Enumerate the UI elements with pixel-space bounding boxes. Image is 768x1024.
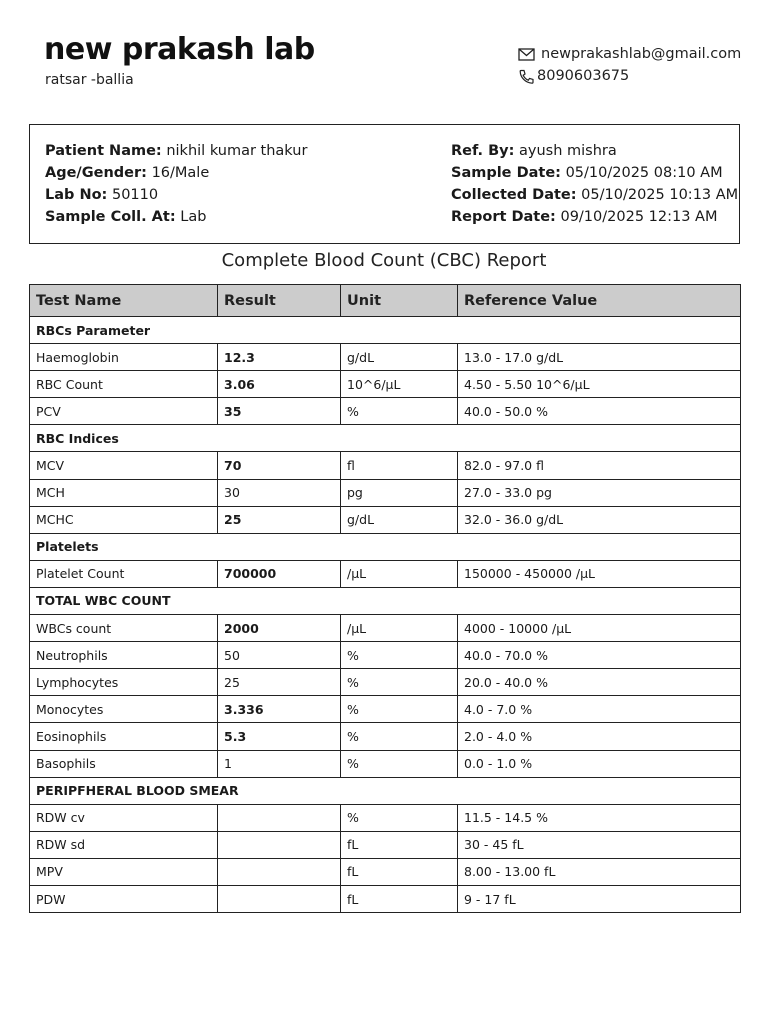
result-cell: 3.336 [218,696,341,723]
unit-cell: /µL [341,615,458,642]
section-row [30,587,741,614]
sample-coll-at-value: Lab [180,209,207,225]
collected-date-value: 05/10/2025 10:13 AM [581,187,739,203]
test-name-cell: PCV [30,398,218,425]
sample-coll-at-label: Sample Coll. At: [45,209,176,225]
reference-cell: 13.0 - 17.0 g/dL [458,344,741,371]
report-date-label: Report Date: [451,209,556,225]
result-cell: 3.06 [218,371,341,398]
table-row [30,398,741,425]
lab-no-label: Lab No: [45,187,108,203]
reference-cell: 4000 - 10000 /µL [458,615,741,642]
mail-icon [518,47,535,62]
result-cell: 25 [218,506,341,533]
phone-row [518,65,741,87]
table-row [30,750,741,777]
result-cell [218,885,341,912]
reference-cell: 2.0 - 4.0 % [458,723,741,750]
header-unit: Unit [341,285,458,317]
reference-cell: 150000 - 450000 /µL [458,560,741,587]
unit-cell: g/dL [341,344,458,371]
test-name-cell: Basophils [30,750,218,777]
test-name-cell: RBC Count [30,371,218,398]
table-row [30,560,741,587]
unit-cell: fL [341,858,458,885]
result-cell [218,831,341,858]
results-body [30,317,741,913]
patient-info-left [45,140,307,228]
email-row [518,43,741,65]
reference-cell: 9 - 17 fL [458,885,741,912]
table-row [30,885,741,912]
section-title: PERIPFHERAL BLOOD SMEAR [30,777,741,804]
contact-info [518,43,741,87]
unit-cell: pg [341,479,458,506]
unit-cell: /µL [341,560,458,587]
header-result: Result [218,285,341,317]
results-table [29,284,741,913]
table-row [30,831,741,858]
collected-date-row [451,184,738,206]
section-row [30,533,741,560]
result-cell [218,804,341,831]
unit-cell: % [341,398,458,425]
report-date-row [451,206,738,228]
reference-cell: 40.0 - 70.0 % [458,642,741,669]
header-reference-value: Reference Value [458,285,741,317]
sample-coll-at-row [45,206,307,228]
section-row [30,425,741,452]
age-gender-label: Age/Gender: [45,165,147,181]
test-name-cell: RDW sd [30,831,218,858]
lab-no-value: 50110 [111,187,159,203]
sample-date-value: 05/10/2025 08:10 AM [565,165,723,181]
header-test-name: Test Name [30,285,218,317]
reference-cell: 20.0 - 40.0 % [458,669,741,696]
result-cell: 700000 [218,560,341,587]
table-header-row [30,285,741,317]
test-name-cell: Eosinophils [30,723,218,750]
section-row [30,317,741,344]
collected-date-label: Collected Date: [451,187,577,203]
reference-cell: 0.0 - 1.0 % [458,750,741,777]
section-title: RBC Indices [30,425,741,452]
test-name-cell: Neutrophils [30,642,218,669]
result-cell: 70 [218,452,341,479]
result-cell [218,858,341,885]
test-name-cell: Platelet Count [30,560,218,587]
result-cell: 5.3 [218,723,341,750]
table-row [30,669,741,696]
phone-text: 8090603675 [537,68,630,84]
table-row [30,371,741,398]
table-row [30,642,741,669]
result-cell: 2000 [218,615,341,642]
patient-name-label: Patient Name: [45,143,162,159]
lab-name: new prakash lab [44,32,315,67]
reference-cell: 32.0 - 36.0 g/dL [458,506,741,533]
ref-by-value: ayush mishra [518,143,617,159]
unit-cell: fL [341,885,458,912]
section-row [30,777,741,804]
patient-info-right [451,140,738,228]
reference-cell: 27.0 - 33.0 pg [458,479,741,506]
report-title: Complete Blood Count (CBC) Report [221,250,547,271]
sample-date-label: Sample Date: [451,165,561,181]
age-gender-value: 16/Male [151,165,210,181]
ref-by-row [451,140,738,162]
patient-name-row [45,140,307,162]
age-gender-row [45,162,307,184]
test-name-cell: WBCs count [30,615,218,642]
unit-cell: 10^6/µL [341,371,458,398]
unit-cell: g/dL [341,506,458,533]
table-row [30,452,741,479]
lab-no-row [45,184,307,206]
patient-name-value: nikhil kumar thakur [166,143,308,159]
result-cell: 30 [218,479,341,506]
table-row [30,506,741,533]
reference-cell: 82.0 - 97.0 fl [458,452,741,479]
test-name-cell: PDW [30,885,218,912]
unit-cell: % [341,804,458,831]
ref-by-label: Ref. By: [451,143,515,159]
email-text: newprakashlab@gmail.com [541,46,742,62]
test-name-cell: RDW cv [30,804,218,831]
reference-cell: 8.00 - 13.00 fL [458,858,741,885]
table-row [30,696,741,723]
result-cell: 25 [218,669,341,696]
table-row [30,615,741,642]
test-name-cell: Lymphocytes [30,669,218,696]
unit-cell: % [341,696,458,723]
sample-date-row [451,162,738,184]
unit-cell: fL [341,831,458,858]
lab-location: ratsar -ballia [45,72,134,88]
result-cell: 1 [218,750,341,777]
section-title: Platelets [30,533,741,560]
table-row [30,804,741,831]
section-title: RBCs Parameter [30,317,741,344]
unit-cell: % [341,642,458,669]
reference-cell: 30 - 45 fL [458,831,741,858]
result-cell: 12.3 [218,344,341,371]
unit-cell: % [341,669,458,696]
result-cell: 50 [218,642,341,669]
unit-cell: % [341,723,458,750]
reference-cell: 4.0 - 7.0 % [458,696,741,723]
table-row [30,723,741,750]
test-name-cell: Haemoglobin [30,344,218,371]
table-row [30,479,741,506]
reference-cell: 40.0 - 50.0 % [458,398,741,425]
test-name-cell: MCV [30,452,218,479]
report-date-value: 09/10/2025 12:13 AM [560,209,718,225]
reference-cell: 4.50 - 5.50 10^6/µL [458,371,741,398]
test-name-cell: Monocytes [30,696,218,723]
section-title: TOTAL WBC COUNT [30,587,741,614]
table-row [30,344,741,371]
reference-cell: 11.5 - 14.5 % [458,804,741,831]
test-name-cell: MCH [30,479,218,506]
unit-cell: fl [341,452,458,479]
patient-info-box [29,124,740,244]
phone-icon [518,69,535,84]
result-cell: 35 [218,398,341,425]
table-row [30,858,741,885]
test-name-cell: MPV [30,858,218,885]
unit-cell: % [341,750,458,777]
test-name-cell: MCHC [30,506,218,533]
